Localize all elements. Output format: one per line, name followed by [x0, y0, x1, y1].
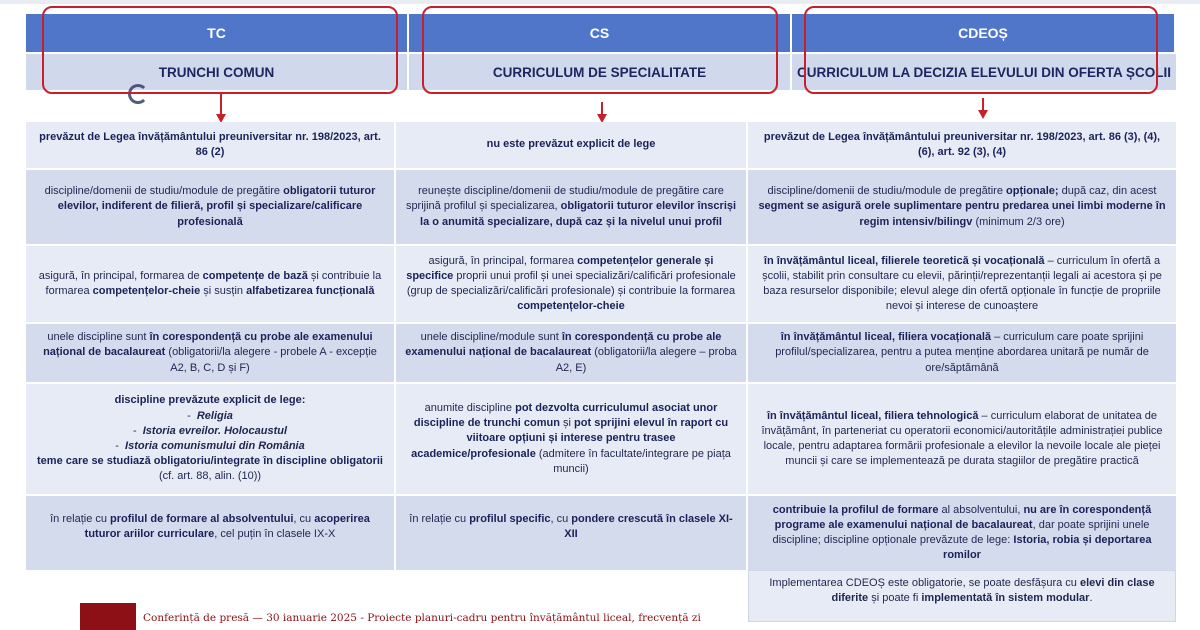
- r4-tc-b: în corespondență cu probe ale examenului național de bacalaureat: [43, 331, 373, 359]
- r1-tc-cell: [26, 122, 396, 170]
- r3-cdeos-cell: [748, 246, 1176, 324]
- extra-b: elevi din clase diferite: [831, 577, 1155, 605]
- r3-cs-cell: [396, 246, 748, 324]
- arrow-tc-line: [220, 94, 222, 116]
- r5-tc-item-0: Religia: [196, 409, 233, 422]
- r3-tc-f: alfabetizarea funcțională: [246, 285, 375, 297]
- r5-tc-item-religia: - Religia: [187, 409, 233, 422]
- header-cs-title: CURRICULUM DE SPECIALITATE: [409, 52, 792, 90]
- r5-cdeos-a: în învățământul liceal, filiera tehnologică: [766, 409, 979, 422]
- r4-cs-b: în corespondență cu probe ale examenului național de bacalaureat: [405, 331, 722, 359]
- r2-cdeos-d: segment se asigură orele suplimentare pentru predarea unei limbi moderne în regim intensiv/bilingv: [758, 200, 1166, 228]
- r6-cs-c: , cu: [550, 513, 572, 525]
- r6-tc-a: în relație cu: [50, 513, 111, 525]
- extra-c: și poate fi: [868, 592, 922, 605]
- arrow-cdeos-head: [978, 110, 988, 119]
- r2-cdeos-cell: [748, 170, 1176, 246]
- r3-tc-a: asigură, în principal, formarea de: [38, 269, 203, 282]
- r4-tc-cell: [26, 324, 396, 384]
- r5-tc-cell: [26, 384, 396, 496]
- r5-cs-e: (admitere în facultate/integrare pe piața muncii): [535, 447, 731, 475]
- header-cs-code: CS: [409, 14, 792, 52]
- r1-cs-text: nu este prevăzut explicit de lege: [486, 138, 656, 151]
- r4-cs-c: (obligatorii/la alegere – proba A2, E): [555, 346, 737, 374]
- r3-tc-d: competențelor-cheie: [92, 285, 201, 297]
- r1-cdeos-cell: [748, 122, 1176, 170]
- r6-cs-cell: [396, 496, 748, 572]
- r4-cdeos-b: – curriculum care poate sprijini profilul/specializarea, pentru a putea menține abordarea unitară pe număr de ore/săptămână: [775, 331, 1149, 374]
- r5-tc-item-comunism: - Istoria comunismului din România: [115, 440, 305, 452]
- r2-tc-b: obligatorii tuturor elevilor, indiferent de filieră, profil și specializare/calificare profesională: [57, 185, 376, 228]
- r4-cdeos-a: în învățământul liceal, filiera vocațională: [780, 331, 992, 344]
- r2-cdeos-b: opționale;: [1006, 185, 1062, 198]
- r5-cs-a: anumite discipline: [424, 402, 516, 415]
- r2-cs-cell: [396, 170, 748, 246]
- r3-cs-d: competențelor-cheie: [517, 300, 625, 313]
- r2-tc-cell: [26, 170, 396, 246]
- footer-caption: Conferință de presă — 30 ianuarie 2025 - Proiecte planuri-cadru pentru învățământul liceal, frecvență zi: [143, 612, 701, 624]
- comparison-table: [26, 122, 1176, 572]
- header-cdeos-code: CDEOȘ: [792, 14, 1176, 52]
- header-cdeos-title: CURRICULUM LA DECIZIA ELEVULUI DIN OFERTA ȘCOLII: [792, 52, 1176, 90]
- r6-cdeos-c: nu are în corespondență programe ale examenului național de bacalaureat: [774, 503, 1152, 531]
- r6-cs-a: în relație cu: [409, 513, 470, 525]
- r3-cs-a: asigură, în principal, formarea: [428, 254, 578, 267]
- r5-tc-item-holocaust: - Istoria evreilor. Holocaustul: [132, 424, 288, 437]
- r1-tc-text: prevăzut de Legea învățământului preuniversitar nr. 198/2023, art. 86 (2): [39, 130, 381, 158]
- r2-cs-b: obligatorii tuturor elevilor înscriși la o anumită specializare, după caz și la nivelul unui profil: [420, 200, 737, 228]
- r4-cdeos-cell: [748, 324, 1176, 384]
- extra-a: Implementarea CDEOȘ este obligatorie, se poate desfășura cu: [769, 577, 1080, 589]
- r6-cdeos-cell: [748, 496, 1176, 572]
- top-border-line: [0, 0, 1200, 4]
- r5-cs-b: pot dezvolta curriculumul asociat unor discipline de trunchi comun: [413, 402, 718, 430]
- r5-tc-d: (cf. art. 88, alin. (10)): [158, 470, 262, 483]
- r6-cs-d: pondere crescută în clasele XI-XII: [564, 513, 733, 541]
- footer-red-block: [80, 603, 136, 630]
- highlight-frame-cs: [422, 6, 778, 94]
- r6-tc-c: , cu: [293, 513, 315, 525]
- r5-tc-item-2: Istoria comunismului din România: [125, 440, 305, 452]
- r3-cdeos-a: în învățământul liceal, filierele teoretică și vocațională: [763, 254, 1045, 267]
- r5-cs-c: și: [559, 417, 575, 430]
- r3-tc-cell: [26, 246, 396, 324]
- r2-cdeos-a: discipline/domenii de studiu/module de pregătire: [767, 185, 1007, 198]
- r1-cs-cell: [396, 122, 748, 170]
- r5-cs-cell: [396, 384, 748, 496]
- r6-tc-e: , cel puțin în clasele IX-X: [214, 528, 336, 541]
- r3-tc-c: și contribuie la formarea: [45, 269, 382, 297]
- r6-cdeos-a: contribuie la profilul de formare: [772, 503, 939, 516]
- header-tc-title: TRUNCHI COMUN: [26, 52, 409, 90]
- r5-cs-d: pot sprijini elevul în raport cu viitoare opțiuni și interese pentru trasee academice/profesionale: [411, 417, 729, 460]
- r2-cdeos-c: după caz, din acest: [1061, 185, 1157, 198]
- r3-cs-c: proprii unui profil și unei specializări/calificări profesionale (grup de specializări/calificări profesionale) și contribuie la formarea: [406, 269, 736, 297]
- r6-tc-cell: [26, 496, 396, 572]
- r5-tc-item-1: Istoria evreilor. Holocaustul: [142, 424, 288, 437]
- cdeos-implementation-note: [748, 570, 1176, 622]
- r1-cdeos-text: prevăzut de Legea învățământului preuniversitar nr. 198/2023, art. 86 (3), (4), (6), art. 92 (3), (4): [763, 130, 1161, 158]
- r4-tc-c: (obligatorii/la alegere - probele A - excepție A2, B, C, D și F): [165, 346, 377, 374]
- r4-cs-cell: [396, 324, 748, 384]
- highlight-frame-cdeos: [804, 6, 1158, 94]
- r4-tc-a: unele discipline sunt: [47, 331, 150, 344]
- r5-tc-title: discipline prevăzute explicit de lege:: [114, 394, 306, 407]
- highlight-frame-tc: [42, 6, 398, 94]
- r3-tc-e: și susțin: [200, 285, 247, 297]
- r5-tc-c: teme care se studiază obligatoriu/integrate în discipline obligatorii: [37, 455, 383, 468]
- r5-cdeos-cell: [748, 384, 1176, 496]
- r2-cdeos-e: (minimum 2/3 ore): [972, 215, 1065, 228]
- r3-tc-b: competențe de bază: [202, 269, 308, 282]
- header-tc-code: TC: [26, 14, 409, 52]
- r6-cdeos-b: al absolventului,: [938, 503, 1024, 516]
- r2-cs-a: reunește discipline/domenii de studiu/module de pregătire care sprijină profilul și specializarea,: [405, 185, 724, 213]
- r3-cs-b: competențelor generale și specifice: [406, 254, 714, 282]
- r2-tc-a: discipline/domenii de studiu/module de pregătire: [44, 185, 284, 198]
- r6-cs-b: profilul specific: [469, 513, 551, 525]
- r6-cdeos-d: , dar poate sprijini unele discipline; discipline opționale prevăzute de lege:: [772, 518, 1150, 546]
- r6-tc-d: acoperirea tuturor ariilor curriculare: [84, 513, 370, 541]
- r6-cdeos-e: Istoria, robia și deportarea romilor: [943, 534, 1152, 562]
- extra-d: implementată în sistem modular: [921, 592, 1090, 605]
- r3-cdeos-b: – curriculum în ofertă a școlii, stabilit prin consultare cu elevii, părinții/reprezentanții legali ai acestora și pe baza resurselor disponibile; elevul alege din ofertă opționale în funcție de propriile nevoi și interese de cunoaștere: [762, 254, 1162, 313]
- r6-tc-b: profilul de formare al absolventului: [110, 513, 294, 525]
- r4-cs-a: unele discipline/module sunt: [420, 331, 562, 344]
- r5-cdeos-b: – curriculum elaborat de unitatea de învățământ, în parteneriat cu operatorii economici/autoritățile administrației publice locale, pentru adaptarea formării profesionale a elevilor la nevoile locale ale pieței muncii și care se implementează pe durata stagiilor de pregătire practică: [761, 409, 1163, 468]
- extra-e: .: [1089, 592, 1093, 605]
